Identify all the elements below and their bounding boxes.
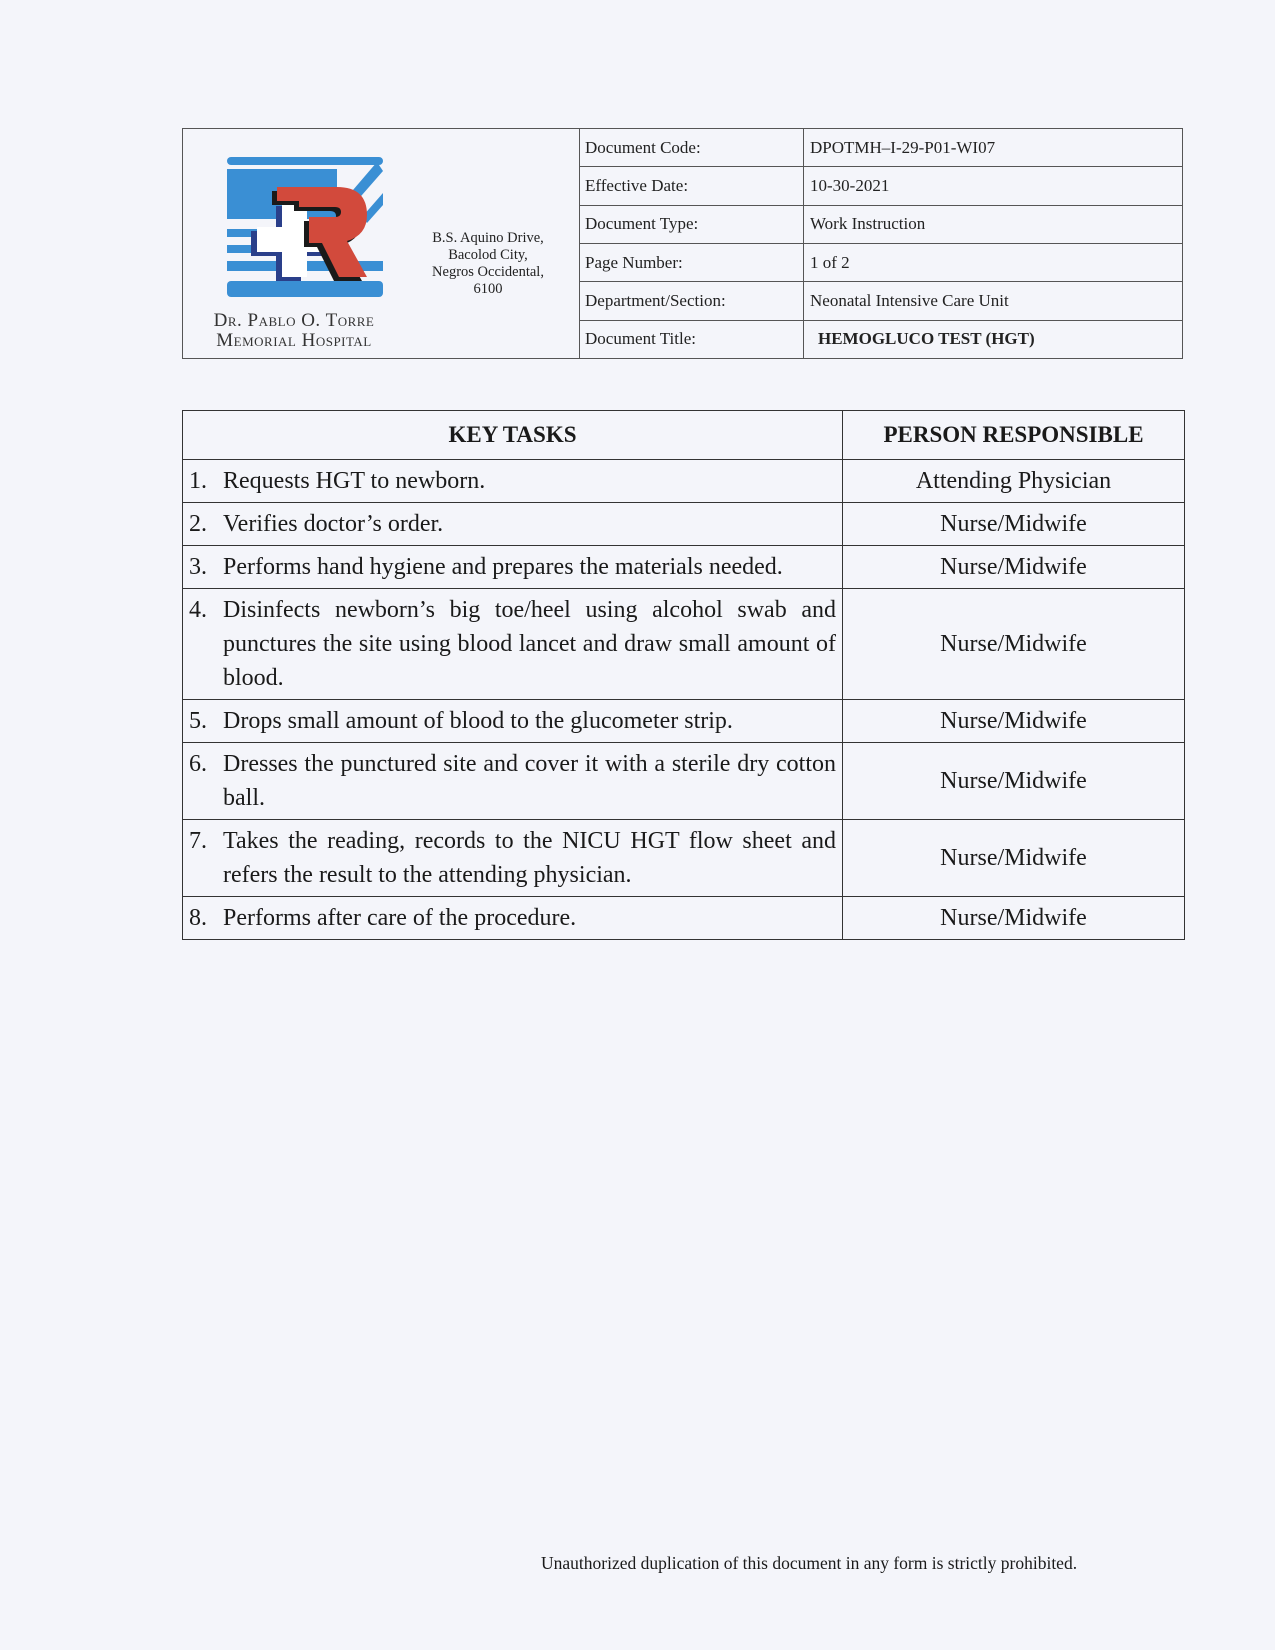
- person-responsible: Nurse/Midwife: [843, 743, 1185, 820]
- table-row: [183, 743, 1185, 820]
- task-cell: 1. Requests HGT to newborn.: [183, 460, 843, 503]
- task-text: Takes the reading, records to the NICU HGT flow sheet and refers the result to the attending physician.: [223, 828, 836, 888]
- meta-value: 10-30-2021: [804, 167, 1183, 205]
- meta-label: Effective Date:: [579, 167, 804, 205]
- task-text: Drops small amount of blood to the glucometer strip.: [223, 708, 733, 734]
- footer-notice: Unauthorized duplication of this document in any form is strictly prohibited.: [541, 1553, 1078, 1573]
- task-cell: 2. Verifies doctor’s order.: [183, 503, 843, 546]
- meta-label: Document Type:: [579, 205, 804, 243]
- address-line: B.S. Aquino Drive,: [432, 230, 544, 246]
- meta-row-effective-date: [579, 167, 1182, 205]
- meta-label: Page Number:: [579, 243, 804, 281]
- table-row: [183, 897, 1185, 940]
- meta-row-document-code: [579, 129, 1182, 167]
- meta-label: Document Title:: [579, 320, 804, 358]
- task-cell: 6. Dresses the punctured site and cover it with a sterile dry cotton ball.: [183, 743, 843, 820]
- task-cell: 5. Drops small amount of blood to the glucometer strip.: [183, 700, 843, 743]
- task-text: Performs after care of the procedure.: [223, 905, 577, 931]
- meta-value: DPOTMH–I-29-P01-WI07: [804, 129, 1183, 167]
- meta-row-page-number: [579, 243, 1182, 281]
- meta-label: Document Code:: [579, 129, 804, 167]
- key-tasks-table: [182, 410, 1185, 940]
- meta-row-document-title: [579, 320, 1182, 358]
- table-row: [183, 546, 1185, 589]
- column-header-person-responsible: PERSON RESPONSIBLE: [843, 411, 1185, 460]
- address-line: 6100: [473, 281, 503, 297]
- logo-stripe: [227, 281, 383, 297]
- person-responsible: Nurse/Midwife: [843, 897, 1185, 940]
- column-header-key-tasks: KEY TASKS: [183, 411, 843, 460]
- hospital-address: [408, 230, 568, 298]
- meta-row-department: [579, 282, 1182, 320]
- document-meta-table: [579, 129, 1182, 358]
- table-row: [183, 589, 1185, 700]
- meta-value: 1 of 2: [804, 243, 1183, 281]
- hospital-logo-icon: [227, 157, 383, 297]
- meta-row-document-type: [579, 205, 1182, 243]
- task-text: Disinfects newborn’s big toe/heel using alcohol swab and punctures the site using blood lancet and draw small amount of blood.: [223, 597, 836, 691]
- address-line: Negros Occidental,: [432, 264, 544, 280]
- person-responsible: Attending Physician: [843, 460, 1185, 503]
- table-row: [183, 820, 1185, 897]
- hospital-name-line1: Dr. Pablo O. Torre: [213, 310, 375, 331]
- meta-value: Work Instruction: [804, 205, 1183, 243]
- task-text: Dresses the punctured site and cover it with a sterile dry cotton ball.: [223, 751, 836, 811]
- task-cell: 3. Performs hand hygiene and prepares the materials needed.: [183, 546, 843, 589]
- task-cell: 8. Performs after care of the procedure.: [183, 897, 843, 940]
- task-text: Performs hand hygiene and prepares the materials needed.: [223, 554, 783, 580]
- person-responsible: Nurse/Midwife: [843, 589, 1185, 700]
- meta-value: Neonatal Intensive Care Unit: [804, 282, 1183, 320]
- task-cell: 4. Disinfects newborn’s big toe/heel using alcohol swab and punctures the site using blood lancet and draw small amount of blood.: [183, 589, 843, 700]
- table-row: [183, 460, 1185, 503]
- person-responsible: Nurse/Midwife: [843, 700, 1185, 743]
- person-responsible: Nurse/Midwife: [843, 820, 1185, 897]
- document-header: [182, 128, 1183, 359]
- table-row: [183, 503, 1185, 546]
- task-text: Verifies doctor’s order.: [223, 511, 444, 537]
- person-responsible: Nurse/Midwife: [843, 546, 1185, 589]
- task-cell: 7. Takes the reading, records to the NICU HGT flow sheet and refers the result to the attending physician.: [183, 820, 843, 897]
- table-row: [183, 700, 1185, 743]
- document-title: HEMOGLUCO TEST (HGT): [818, 329, 1035, 349]
- task-text: Requests HGT to newborn.: [223, 468, 486, 494]
- logo-stripe: [227, 157, 383, 165]
- meta-label: Department/Section:: [579, 282, 804, 320]
- hospital-name: [189, 311, 399, 351]
- table-header-row: [183, 411, 1185, 460]
- address-line: Bacolod City,: [448, 247, 528, 263]
- logo-cell: [183, 129, 580, 358]
- hospital-name-line2: Memorial Hospital: [216, 330, 372, 351]
- person-responsible: Nurse/Midwife: [843, 503, 1185, 546]
